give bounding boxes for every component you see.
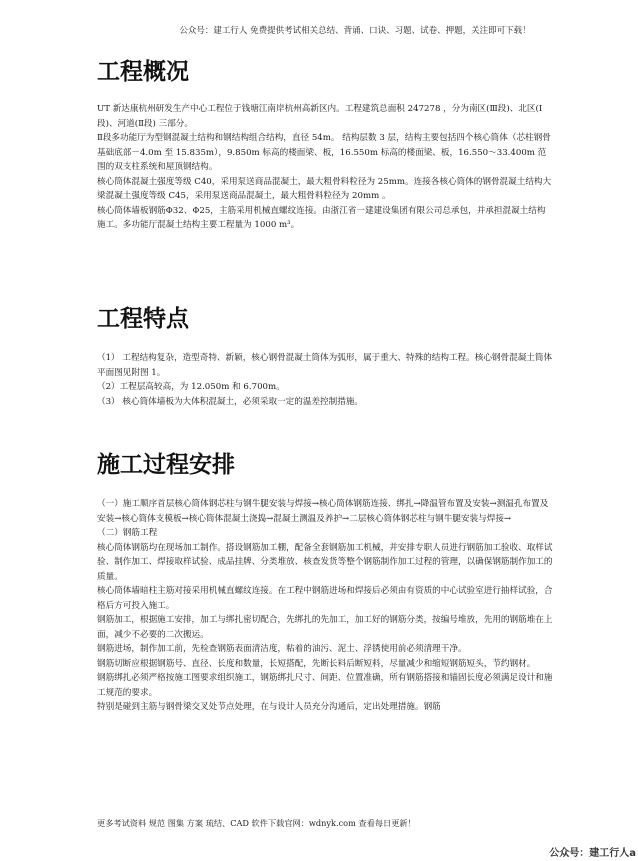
section-title-overview: 工程概况 [97,59,189,85]
watermark: 公众号：建工行人a [549,848,636,859]
section-title-process: 施工过程安排 [97,452,235,478]
footer-notice: 更多考试资料 规范 图集 方案 琉结、CAD 软件下载官网：wdnyk.com 查看每日更新！ [97,818,416,828]
paragraph: 核心筒体混凝土强度等级 C40，采用泵送商品混凝土，最大粗骨料粒径为 25mm。连接各核心筒体的钢骨混凝土结构大梁混凝土强度等级 C45，采用泵送商品混凝土，最大粗骨料粒径为 20mm 。 [97,176,552,201]
section-title-features: 工程特点 [97,306,189,332]
paragraph: 核心筒体墙板钢筋Φ32、Φ25，主筋采用机械直螺纹连接。由浙江省一建建设集团有限公司总承包，并承担混凝土结构施工。多功能厅混凝土结构主要工程量为 1000 m³。 [97,205,546,230]
section-body-overview [97,102,553,233]
paragraph: （一）施工顺序首层核心筒体钢芯柱与钢牛腿安装与焊接→核心筒体钢筋连接、绑扎→降温管布置及安装→测温孔布置及安装→核心筒体支模板→核心筒体混凝土浇捣→混凝土测温及养护→二层核心筒体钢芯柱与钢牛腿安装与焊接→ [97,499,549,524]
paragraph: （2）工程层高较高，为 12.050m 和 6.700m。 [97,382,285,392]
paragraph: 钢筋加工，根据施工安排，加工与绑扎密切配合，先绑扎的先加工，加工好的钢筋分类，按编号堆放，先用的钢筋堆在上面，减少不必要的二次搬运。 [97,615,553,640]
paragraph: 钢筋绑扎必须严格按施工图要求组织施工，钢筋绑扎尺寸、间距、位置准确，所有钢筋搭接和锚固长度必须满足设计和施工规范的要求。 [97,673,553,698]
paragraph: UT 新达康杭州研发生产中心工程位于钱塘江南岸杭州高新区内。工程建筑总面积 247278 ，分为南区(Ⅲ段)、北区(Ⅰ段)、河道(Ⅱ段) 三部分。 [97,104,543,129]
paragraph: 钢筋切断应根据钢筋号、直径、长度和数量，长短搭配，先断长料后断短料，尽量减少和缩短钢筋短头，节约钢材。 [97,658,536,669]
subheading: （二）钢筋工程 [97,528,158,538]
paragraph: （3） 核心筒体墙板为大体积混凝土，必须采取一定的温差控制措施。 [97,396,364,407]
top-notice: 公众号：建工行人 免费提供考试相关总结、背诵、口诀、习题、试卷、押题，关注即可下载！ [179,26,531,36]
paragraph: 钢筋进场，制作加工前，先检查钢筋表面清洁度，粘着的油污、泥土、浮锈使用前必须清理干净。 [97,644,467,654]
section-body-process [97,497,553,715]
section-body-features [97,351,553,409]
paragraph: 特别是碰到主筋与钢骨梁交叉处节点处理，在与设计人员充分沟通后，定出处理措施。钢筋 [97,702,441,712]
paragraph: 核心筒体钢筋均在现场加工制作。搭设钢筋加工棚，配备全套钢筋加工机械，并安排专职人员进行钢筋加工验收、取样试验、制作加工、焊接取样试验、成品挂牌、分类堆放、核查发货等整个钢筋制作加工过程的管理，以确保钢筋制作加工的质量。 [97,542,553,582]
paragraph: 核心筒体墙暗柱主筋对接采用机械直螺纹连接。在工程中钢筋进场和焊接后必须由有资质的中心试验室进行抽样试验，合格后方可投入施工。 [97,586,553,611]
paragraph: （1） 工程结构复杂，造型奇特、新颖，核心钢骨混凝土筒体为弧形，属于重大、特殊的结构工程。核心钢骨混凝土筒体平面图见附图 1。 [97,353,553,378]
paragraph: Ⅱ段多功能厅为型钢混凝土结构和钢结构组合结构，直径 54m。 结构层数 3 层，结构主要包括四个核心筒体（芯柱钢骨基础底部－4.0m 至 15.835m），9.850m 标高的楼面梁、板，16.550m 标高的楼面梁、板，16.550～33.400m 范围的双支柱系统和屋顶钢结构。 [97,133,551,172]
